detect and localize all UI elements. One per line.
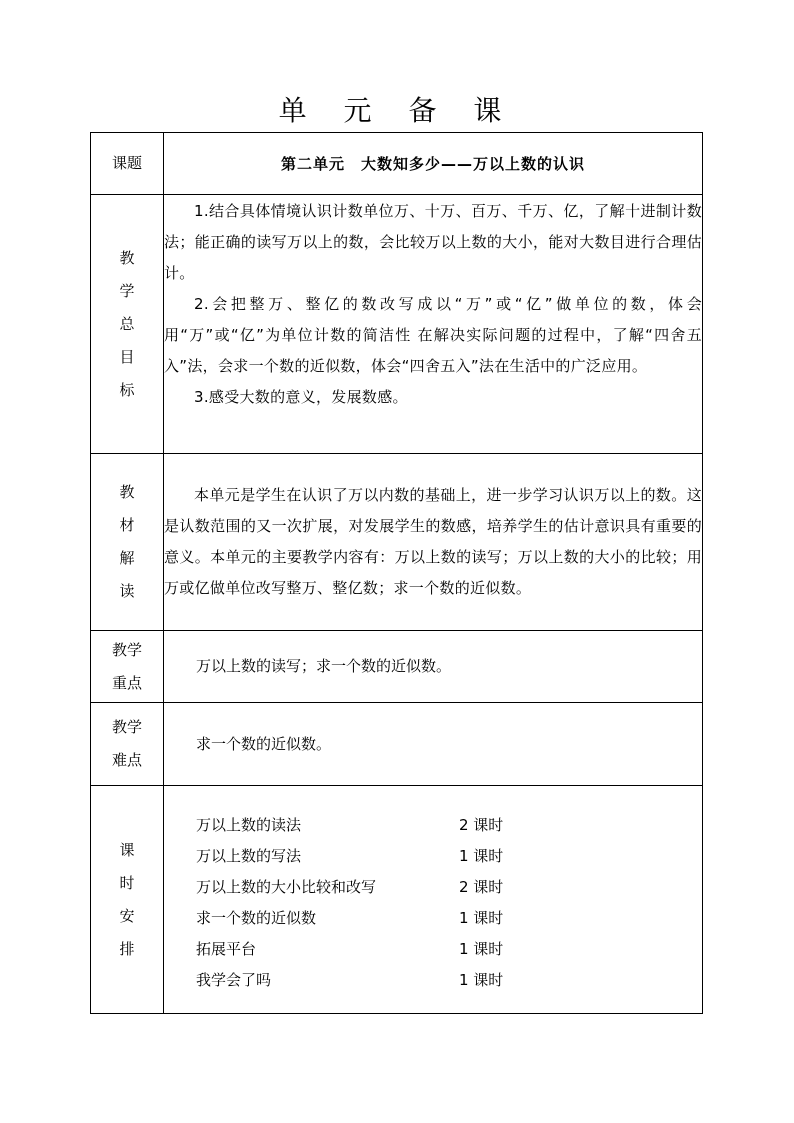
difficulties-label-line: 难点 [111,751,142,769]
key-points-label-line: 教学 [111,640,142,659]
schedule-item-hours: 1 课时 [459,909,504,927]
key-points-content [164,631,703,703]
lesson-plan-table [90,132,703,1014]
difficulties-label [91,703,164,786]
schedule-item [164,903,702,934]
schedule-label-char: 时 [119,873,135,892]
difficulties-row [91,703,703,786]
schedule-item-name: 我学会了吗 [196,971,272,989]
goal-item: 2.会把整万、整亿的数改写成以“万”或“亿”做单位的数，体会用“万”或“亿”为单位计数的简洁性 在解决实际问题的过程中，了解“四舍五入”法，会求一个数的近似数，体会“四舍五入”法在生活中的广泛应用。 [164,295,702,375]
goal-item: 3.感受大数的意义，发展数感。 [194,388,408,406]
schedule-item-name: 求一个数的近似数 [196,909,317,927]
schedule-item-hours: 1 课时 [459,971,504,989]
page-title: 单 元 备 课 [278,94,516,127]
key-points-label [91,631,164,703]
schedule-item-hours: 1 课时 [459,847,504,865]
schedule-item-hours: 2 课时 [459,878,504,896]
material-label-char: 教 [119,483,135,501]
schedule-item [164,810,702,841]
topic-label: 课题 [91,133,164,195]
difficulties-text: 求一个数的近似数。 [196,734,332,753]
schedule-item [164,934,702,965]
schedule-label-char: 排 [119,939,135,958]
goals-row [91,195,703,454]
goal-item: 1.结合具体情境认识计数单位万、十万、百万、千万、亿，了解十进制计数法；能正确的读写万以上的数，会比较万以上数的大小，能对大数目进行合理估计。 [164,202,702,282]
schedule-item [164,841,702,872]
material-content [164,454,703,631]
goals-label [91,195,164,454]
schedule-item-hours: 1 课时 [459,940,504,958]
goals-content [164,195,703,454]
goals-label-char: 学 [119,281,135,300]
schedule-row [91,786,703,1014]
topic-row [91,133,703,195]
material-row [91,454,703,631]
schedule-item [164,872,702,903]
schedule-item-hours: 2 课时 [459,816,504,834]
goals-label-char: 标 [119,380,135,399]
schedule-content [164,786,703,1014]
schedule-item-name: 万以上数的写法 [196,847,302,865]
schedule-item-name: 万以上数的大小比较和改写 [196,878,377,896]
difficulties-label-line: 教学 [111,718,142,736]
difficulties-content [164,703,703,786]
schedule-label-char: 安 [119,906,135,925]
key-points-row [91,631,703,703]
key-points-text: 万以上数的读写；求一个数的近似数。 [196,657,452,675]
goals-label-char: 目 [119,347,135,366]
schedule-item-name: 拓展平台 [196,940,257,958]
topic-value: 第二单元 大数知多少——万以上数的认识 [164,133,703,195]
material-text: 本单元是学生在认识了万以内数的基础上，进一步学习认识万以上的数。这是认数范围的又一次扩展，对发展学生的数感，培养学生的估计意识具有重要的意义。本单元的主要教学内容有：万以上数的读写；万以上数的大小的比较；用万或亿做单位改写整万、整亿数；求一个数的近似数。 [164,486,702,597]
material-label-char: 解 [119,549,135,567]
schedule-label-char: 课 [119,840,135,859]
schedule-label [91,786,164,1014]
material-label-char: 材 [119,516,135,534]
goals-label-char: 总 [119,314,135,333]
key-points-label-line: 重点 [111,673,142,692]
material-label-char: 读 [119,582,135,600]
goals-label-char: 教 [119,248,135,267]
schedule-item [164,965,702,996]
material-label [91,454,164,631]
schedule-item-name: 万以上数的读法 [196,816,302,834]
